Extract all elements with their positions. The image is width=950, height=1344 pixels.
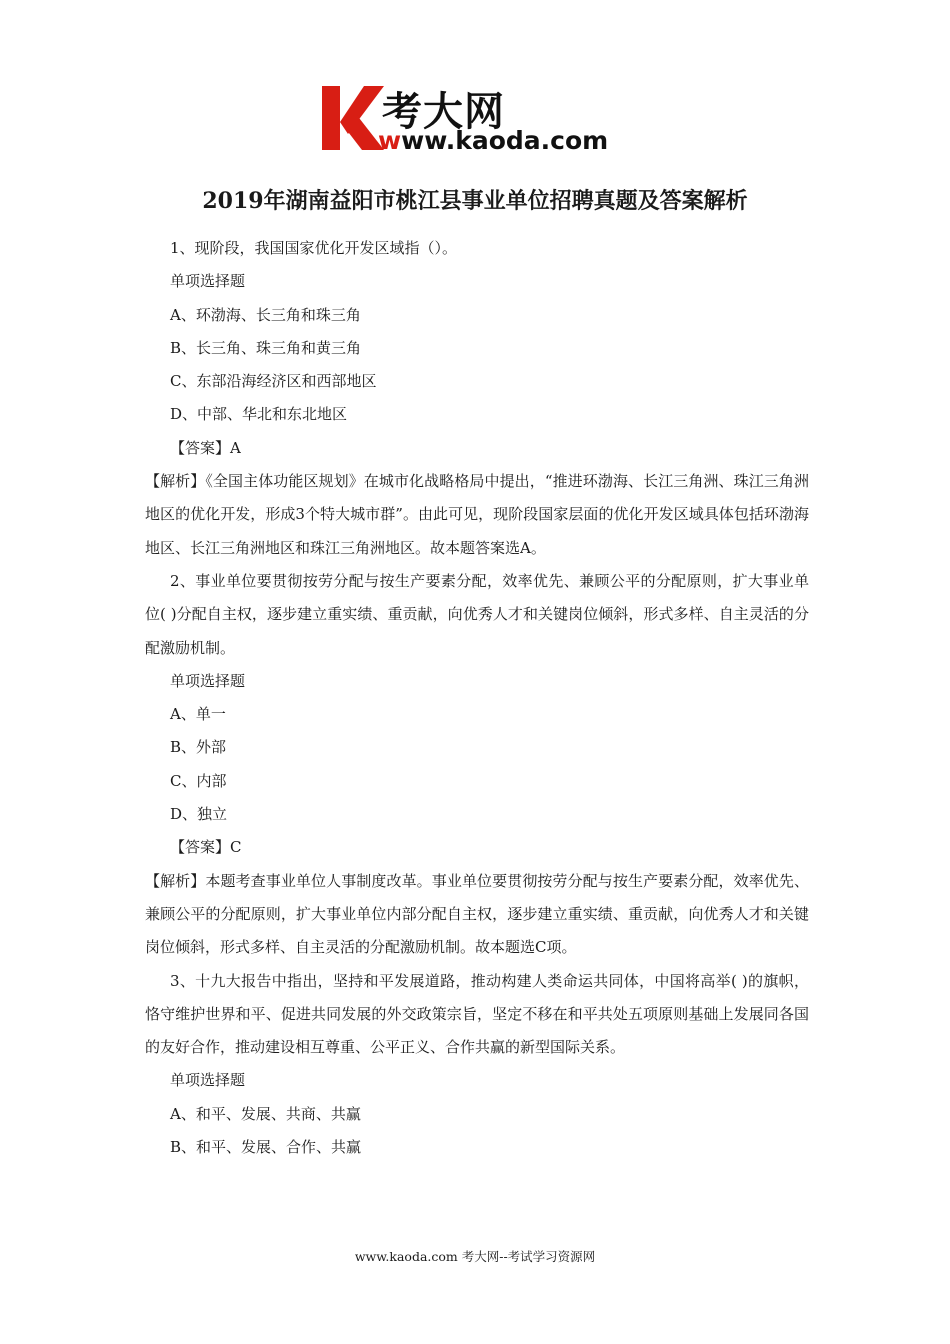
option: C、内部 [170, 771, 227, 790]
option: B、外部 [170, 738, 227, 757]
logo-url [378, 126, 608, 155]
option: B、长三角、珠三角和黄三角 [170, 338, 362, 357]
analysis: 【解析】《全国主体功能区规划》在城市化战略格局中提出，“推进环渤海、长江三角洲、珠江三角洲地区的优化开发，形成3个特大城市群”。由此可见，现阶段国家层面的优化开发区域具体包括环渤海地区、长江三角洲地区和珠江三角洲地区。故本题答案选A。 [145, 472, 809, 557]
question-type: 单项选择题 [170, 671, 246, 690]
document-title: 2019年湖南益阳市桃江县事业单位招聘真题及答案解析 [202, 188, 748, 214]
logo-url-rest: ww.kaoda.com [401, 126, 609, 155]
option: A、单一 [170, 705, 226, 724]
logo-url-lead: w [378, 126, 402, 155]
kaoda-logo[interactable] [318, 84, 638, 160]
option: A、和平、发展、共商、共赢 [170, 1104, 361, 1123]
logo-site-name: 考大网 [382, 89, 505, 135]
option: D、独立 [170, 805, 228, 824]
question-type: 单项选择题 [170, 272, 246, 291]
option: A、环渤海、长三角和珠三角 [170, 305, 361, 324]
question-stem: 2、事业单位要贯彻按劳分配与按生产要素分配，效率优先、兼顾公平的分配原则，扩大事业单位( )分配自主权，逐步建立重实绩、重贡献，向优秀人才和关键岗位倾斜，形式多样、自主灵活的分配激励机制。 [145, 571, 809, 657]
option: C、东部沿海经济区和西部地区 [170, 372, 377, 391]
question-stem: 1、现阶段，我国国家优化开发区域指（）。 [170, 239, 458, 257]
answer: 【答案】A [170, 438, 241, 457]
question-stem: 3、十九大报告中指出，坚持和平发展道路，推动构建人类命运共同体，中国将高举( )的旗帜，恪守维护世界和平、促进共同发展的外交政策宗旨，坚定不移在和平共处五项原则基础上发展同各国的友好合作，推动建设相互尊重、公平正义、合作共赢的新型国际关系。 [145, 971, 809, 1057]
answer: 【答案】C [170, 838, 242, 857]
page-footer[interactable]: www.kaoda.com 考大网--考试学习资源网 [354, 1249, 596, 1264]
analysis: 【解析】本题考查事业单位人事制度改革。事业单位要贯彻按劳分配与按生产要素分配，效率优先、兼顾公平的分配原则，扩大事业单位内部分配自主权，逐步建立重实绩、重贡献，向优秀人才和关键岗位倾斜，形式多样、自主灵活的分配激励机制。故本题选C项。 [145, 871, 809, 957]
option: B、和平、发展、合作、共赢 [170, 1138, 362, 1157]
question-list [145, 232, 809, 1164]
question-type: 单项选择题 [170, 1071, 246, 1090]
option: D、中部、华北和东北地区 [170, 405, 348, 424]
